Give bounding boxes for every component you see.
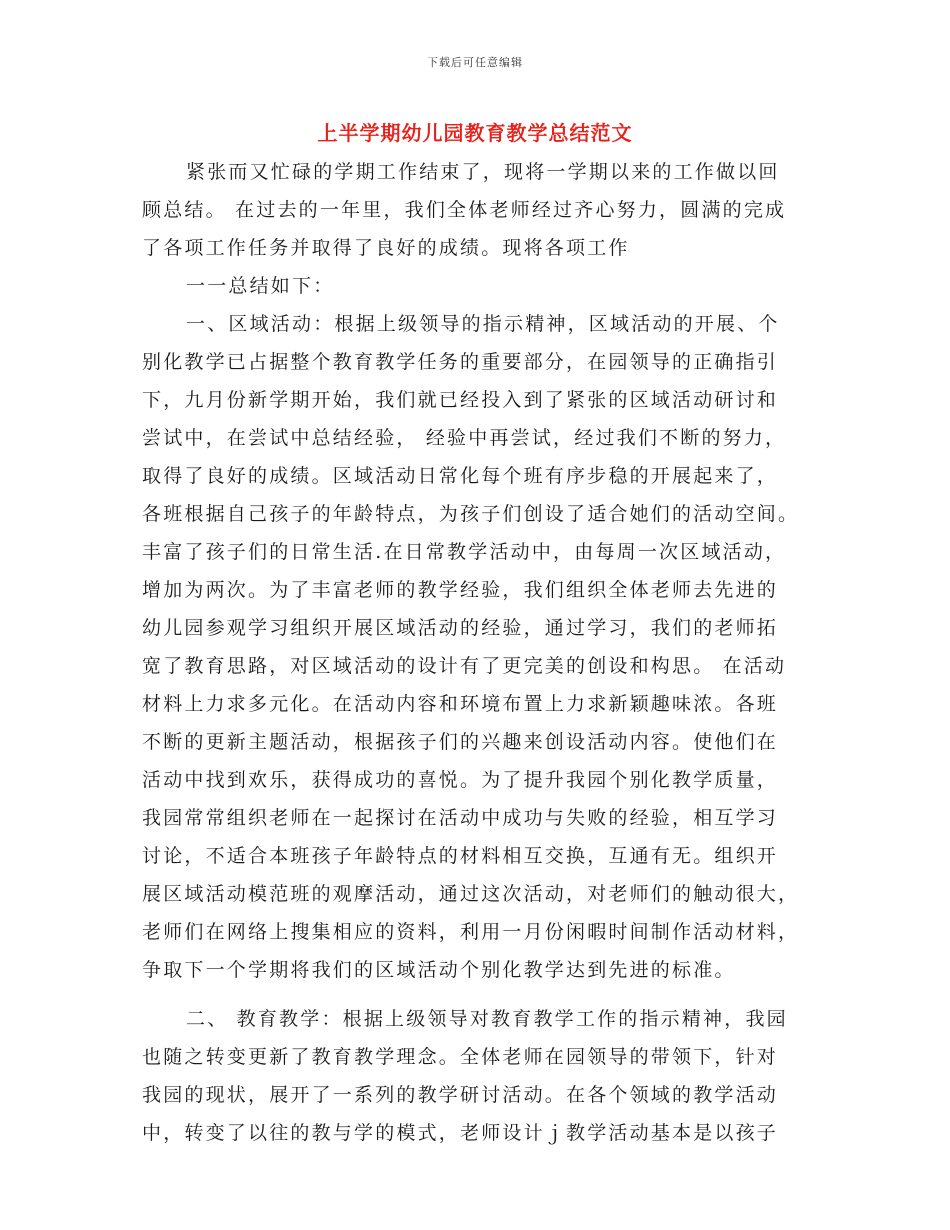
text-line: 丰富了孩子们的日常生活.在日常教学活动中，由每周一次区域活动， xyxy=(142,541,787,563)
header-note: 下载后可任意编辑 xyxy=(427,56,523,69)
document-title: 上半学期幼儿园教育教学总结范文 xyxy=(317,121,633,145)
text-line: 宽了教育思路，对区域活动的设计有了更完美的创设和构思。 在活动 xyxy=(142,655,787,677)
text-line: 下，九月份新学期开始，我们就已经投入到了紧张的区域活动研讨和 xyxy=(142,389,779,411)
text-line: 我园常常组织老师在一起探讨在活动中成功与失败的经验，相互学习 xyxy=(142,807,779,829)
text-line: 一一总结如下： xyxy=(186,275,335,297)
text-line: 我园的现状，展开了一系列的教学研讨活动。在各个领域的教学活动 xyxy=(142,1084,779,1106)
text-line: 二、 教育教学：根据上级领导对教育教学工作的指示精神，我园 xyxy=(186,1008,788,1030)
text-line: 了各项工作任务并取得了良好的成绩。现将各项工作 xyxy=(142,237,630,259)
text-line: 取得了良好的成绩。区域活动日常化每个班有序步稳的开展起来了， xyxy=(142,465,779,487)
text-line: 增加为两次。为了丰富老师的教学经验，我们组织全体老师去先进的 xyxy=(142,579,779,601)
text-line: 尝试中，在尝试中总结经验， 经验中再尝试，经过我们不断的努力， xyxy=(142,427,787,449)
document-body xyxy=(142,153,810,1152)
text-line: 老师们在网络上搜集相应的资料，利用一月份闲暇时间制作活动材料， xyxy=(142,921,800,943)
text-line: 别化教学已占据整个教育教学任务的重要部分，在园领导的正确指引 xyxy=(142,351,779,373)
text-line: 紧张而又忙碌的学期工作结束了，现将一学期以来的工作做以回 xyxy=(186,161,780,183)
text-line: 顾总结。 在过去的一年里，我们全体老师经过齐心努力，圆满的完成 xyxy=(142,199,787,221)
text-line: 一、区域活动：根据上级领导的指示精神，区域活动的开展、个 xyxy=(186,313,780,335)
text-line: 争取下一个学期将我们的区域活动个别化教学达到先进的标准。 xyxy=(142,959,736,981)
text-line: 活动中找到欢乐，获得成功的喜悦。为了提升我园个别化教学质量， xyxy=(142,769,779,791)
text-line: 讨论，不适合本班孩子年龄特点的材料相互交换，互通有无。组织开 xyxy=(142,845,779,867)
text-line: 中，转变了以往的教与学的模式，老师设计ｊ教学活动基本是以孩子 xyxy=(142,1122,779,1144)
text-line: 也随之转变更新了教育教学理念。全体老师在园领导的带领下，针对 xyxy=(142,1046,779,1068)
text-line: 展区域活动模范班的观摩活动，通过这次活动，对老师们的触动很大， xyxy=(142,883,800,905)
text-line: 幼儿园参观学习组织开展区域活动的经验，通过学习，我们的老师拓 xyxy=(142,617,779,639)
text-line: 不断的更新主题活动，根据孩子们的兴趣来创设活动内容。使他们在 xyxy=(142,731,779,753)
paragraph-gap xyxy=(142,989,810,1000)
text-line: 各班根据自己孩子的年龄特点，为孩子们创设了适合她们的活动空间。 xyxy=(142,503,800,525)
text-line: 材料上力求多元化。在活动内容和环境布置上力求新颖趣味浓。各班 xyxy=(142,693,779,715)
